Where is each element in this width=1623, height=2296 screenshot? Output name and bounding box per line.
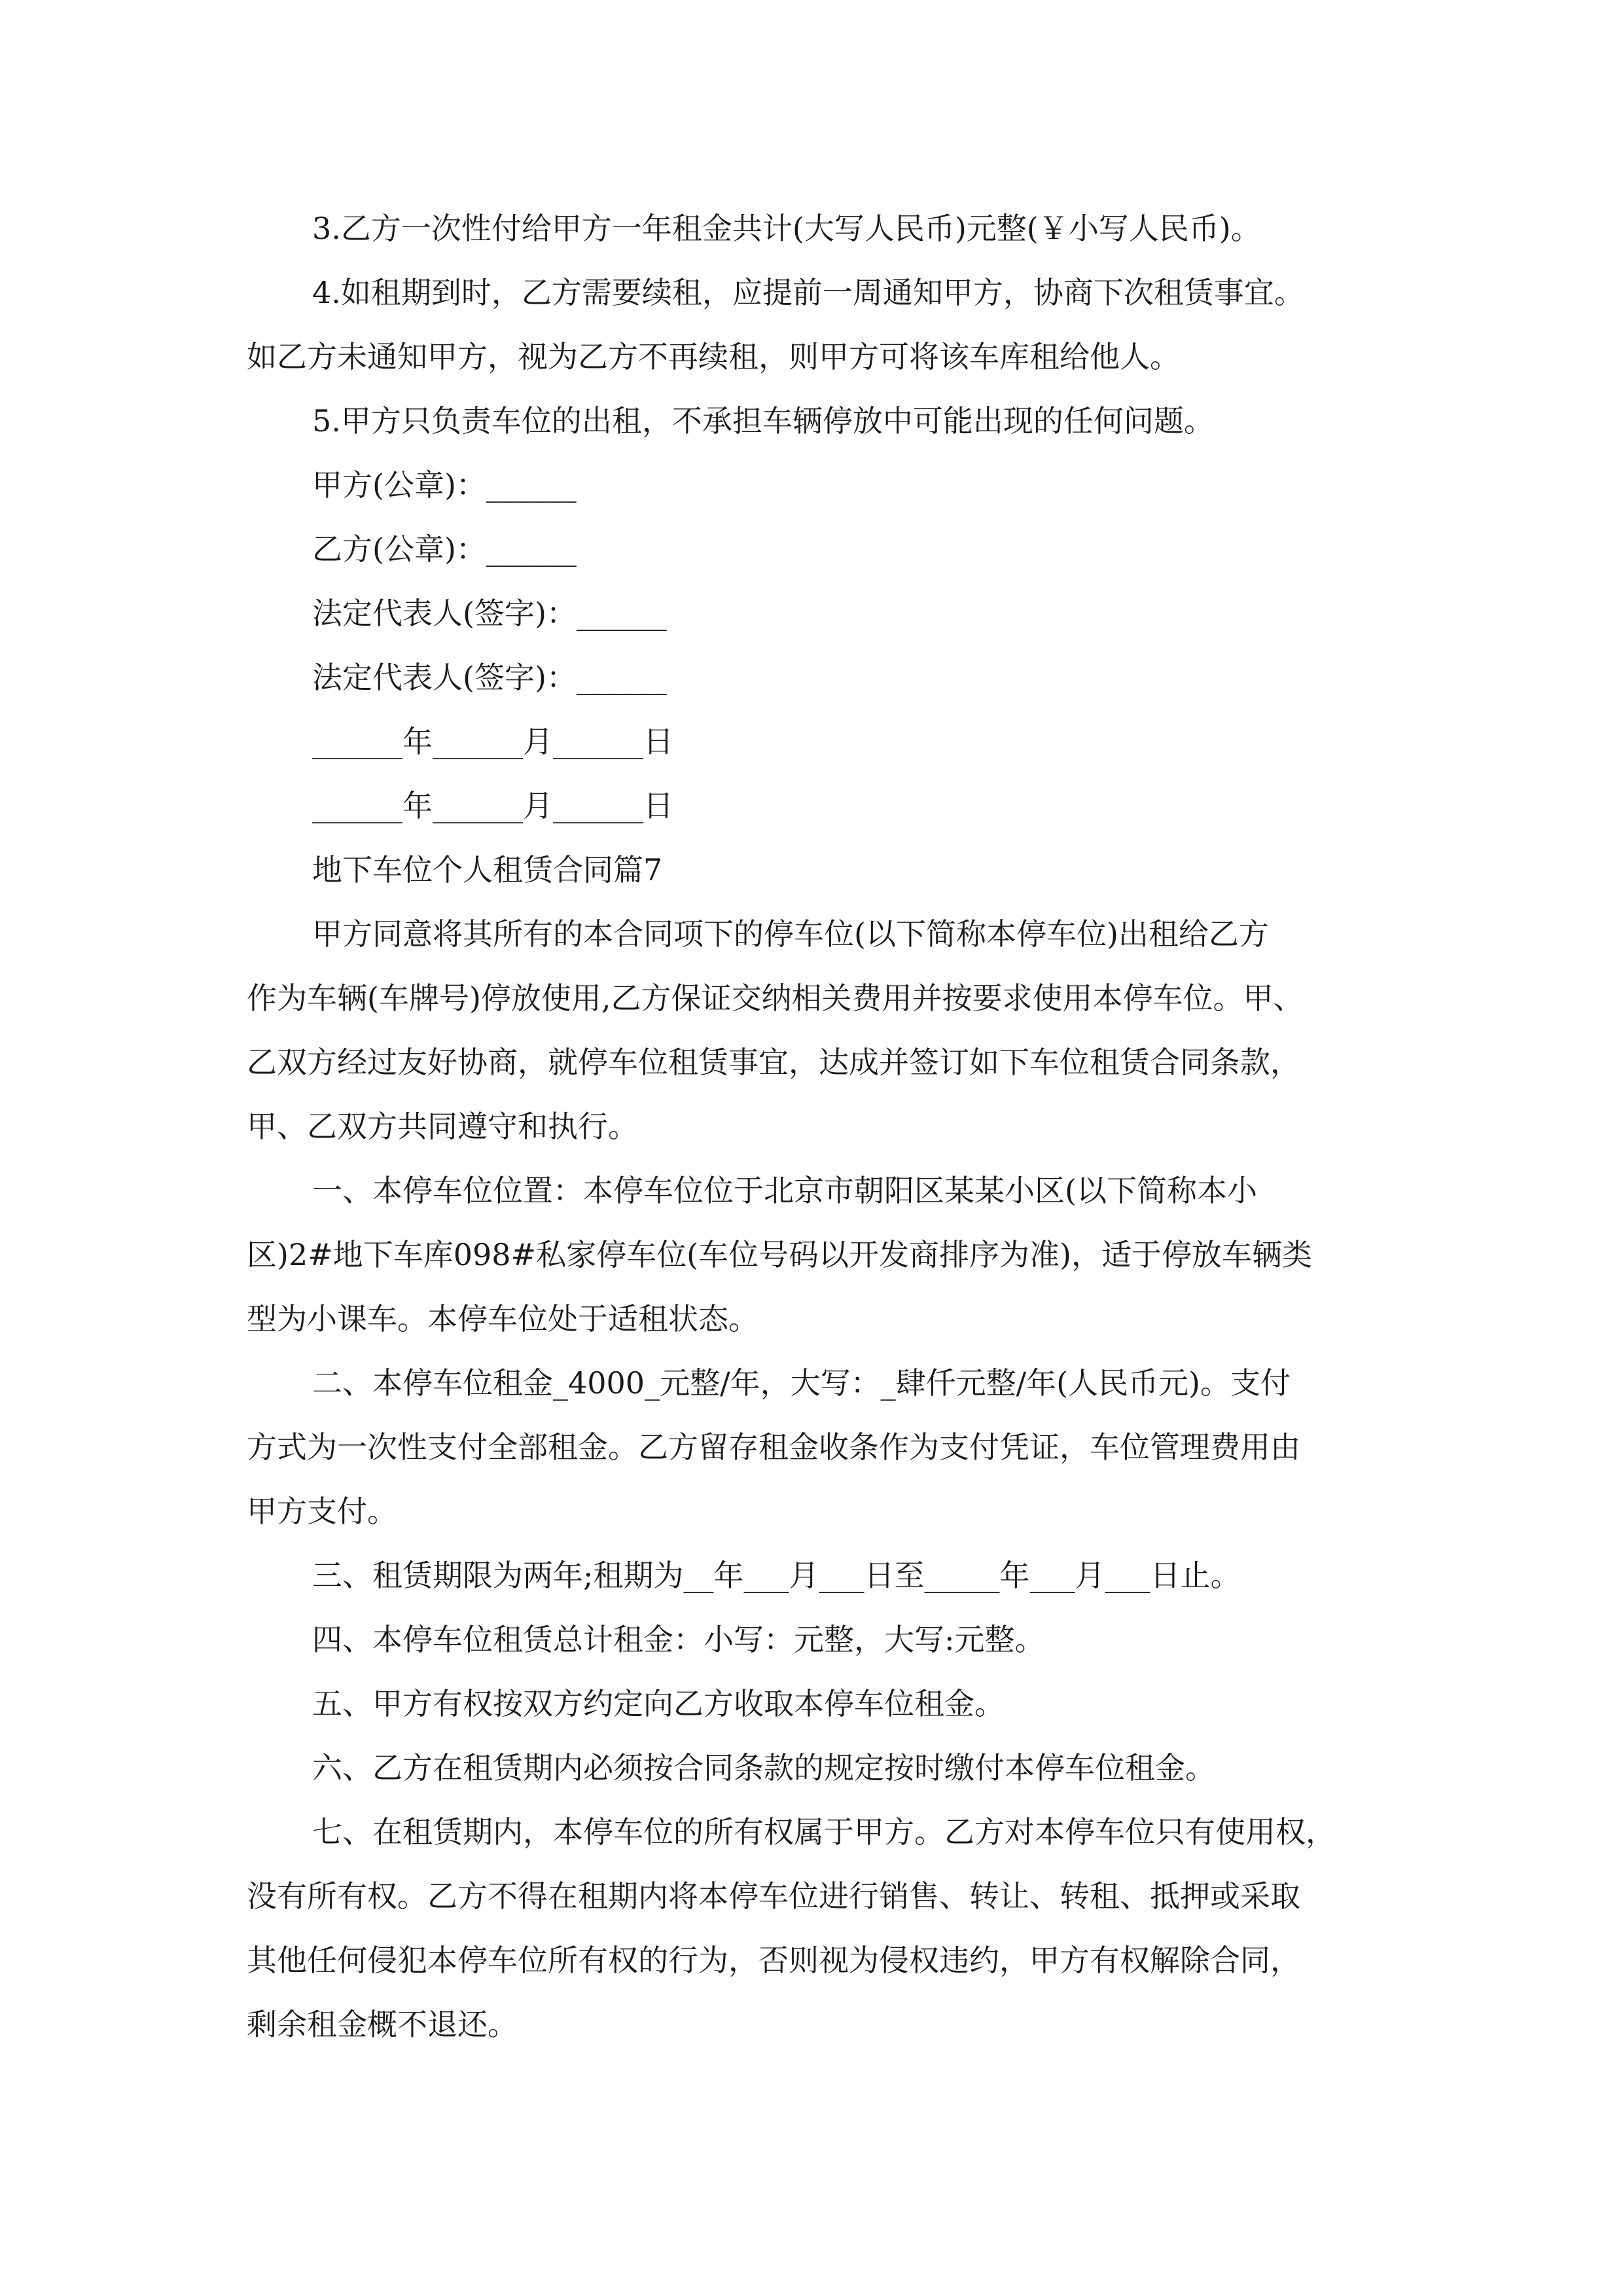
section-title: 地下车位个人租赁合同篇7: [312, 852, 663, 888]
party-a-seal-line: 甲方(公章)：______: [312, 467, 577, 503]
article-2-line-3: 甲方支付。: [247, 1494, 397, 1529]
article-2-line-1: 二、本停车位租金_4000_元整/年，大写：_肆仟元整/年(人民币元)。支付: [312, 1365, 1291, 1401]
clause-5-line: 5.甲方只负责车位的出租，不承担车辆停放中可能出现的任何问题。: [312, 403, 1214, 439]
article-7-line-1: 七、在租赁期内，本停车位的所有权属于甲方。乙方对本停车位只有使用权，: [312, 1814, 1336, 1850]
article-1-line-1: 一、本停车位位置：本停车位位于北京市朝阳区某某小区(以下简称本小: [312, 1173, 1257, 1208]
legal-rep-signature-line-2: 法定代表人(签字)：______: [312, 660, 667, 695]
clause-4-line-2: 如乙方未通知甲方，视为乙方不再续租，则甲方可将该车库租给他人。: [247, 339, 1180, 374]
intro-line-4: 甲、乙双方共同遵守和执行。: [247, 1109, 638, 1144]
article-7-line-4: 剩余租金概不退还。: [247, 2007, 518, 2042]
article-5-line: 五、甲方有权按双方约定向乙方收取本停车位租金。: [312, 1686, 1005, 1721]
legal-rep-signature-line-1: 法定代表人(签字)：______: [312, 596, 667, 631]
party-b-seal-line: 乙方(公章)：______: [312, 531, 577, 567]
article-4-line: 四、本停车位租赁总计租金：小写：元整，大写:元整。: [312, 1622, 1045, 1657]
clause-3-line: 3.乙方一次性付给甲方一年租金共计(大写人民币)元整(￥小写人民币)。: [312, 211, 1261, 246]
article-7-line-3: 其他任何侵犯本停车位所有权的行为，否则视为侵权违约，甲方有权解除合同，: [247, 1943, 1300, 1978]
article-1-line-3: 型为小课车。本停车位处于适租状态。: [247, 1301, 758, 1336]
article-2-line-2: 方式为一次性支付全部租金。乙方留存租金收条作为支付凭证，车位管理费用由: [247, 1429, 1300, 1465]
article-3-line: 三、租赁期限为两年;租期为__年___月___日至_____年___月___日止。: [312, 1558, 1241, 1593]
article-1-line-2: 区)2#地下车库098#私家停车位(车位号码以开发商排序为准)，适于停放车辆类: [247, 1237, 1312, 1272]
document-body: [247, 196, 1385, 2056]
clause-4-line-1: 4.如租期到时，乙方需要续租，应提前一周通知甲方，协商下次租赁事宜。: [312, 275, 1304, 310]
date-line-1: ______年______月______日: [312, 724, 673, 759]
article-6-line: 六、乙方在租赁期内必须按合同条款的规定按时缴付本停车位租金。: [312, 1750, 1215, 1785]
intro-line-1: 甲方同意将其所有的本合同项下的停车位(以下简称本停车位)出租给乙方: [312, 916, 1269, 952]
article-7-line-2: 没有所有权。乙方不得在租期内将本停车位进行销售、转让、转租、抵押或采取: [247, 1878, 1300, 1914]
intro-line-2: 作为车辆(车牌号)停放使用,乙方保证交纳相关费用并按要求使用本停车位。甲、: [247, 980, 1304, 1016]
intro-line-3: 乙双方经过友好协商，就停车位租赁事宜，达成并签订如下车位租赁合同条款，: [247, 1045, 1300, 1080]
date-line-2: ______年______月______日: [312, 788, 673, 823]
